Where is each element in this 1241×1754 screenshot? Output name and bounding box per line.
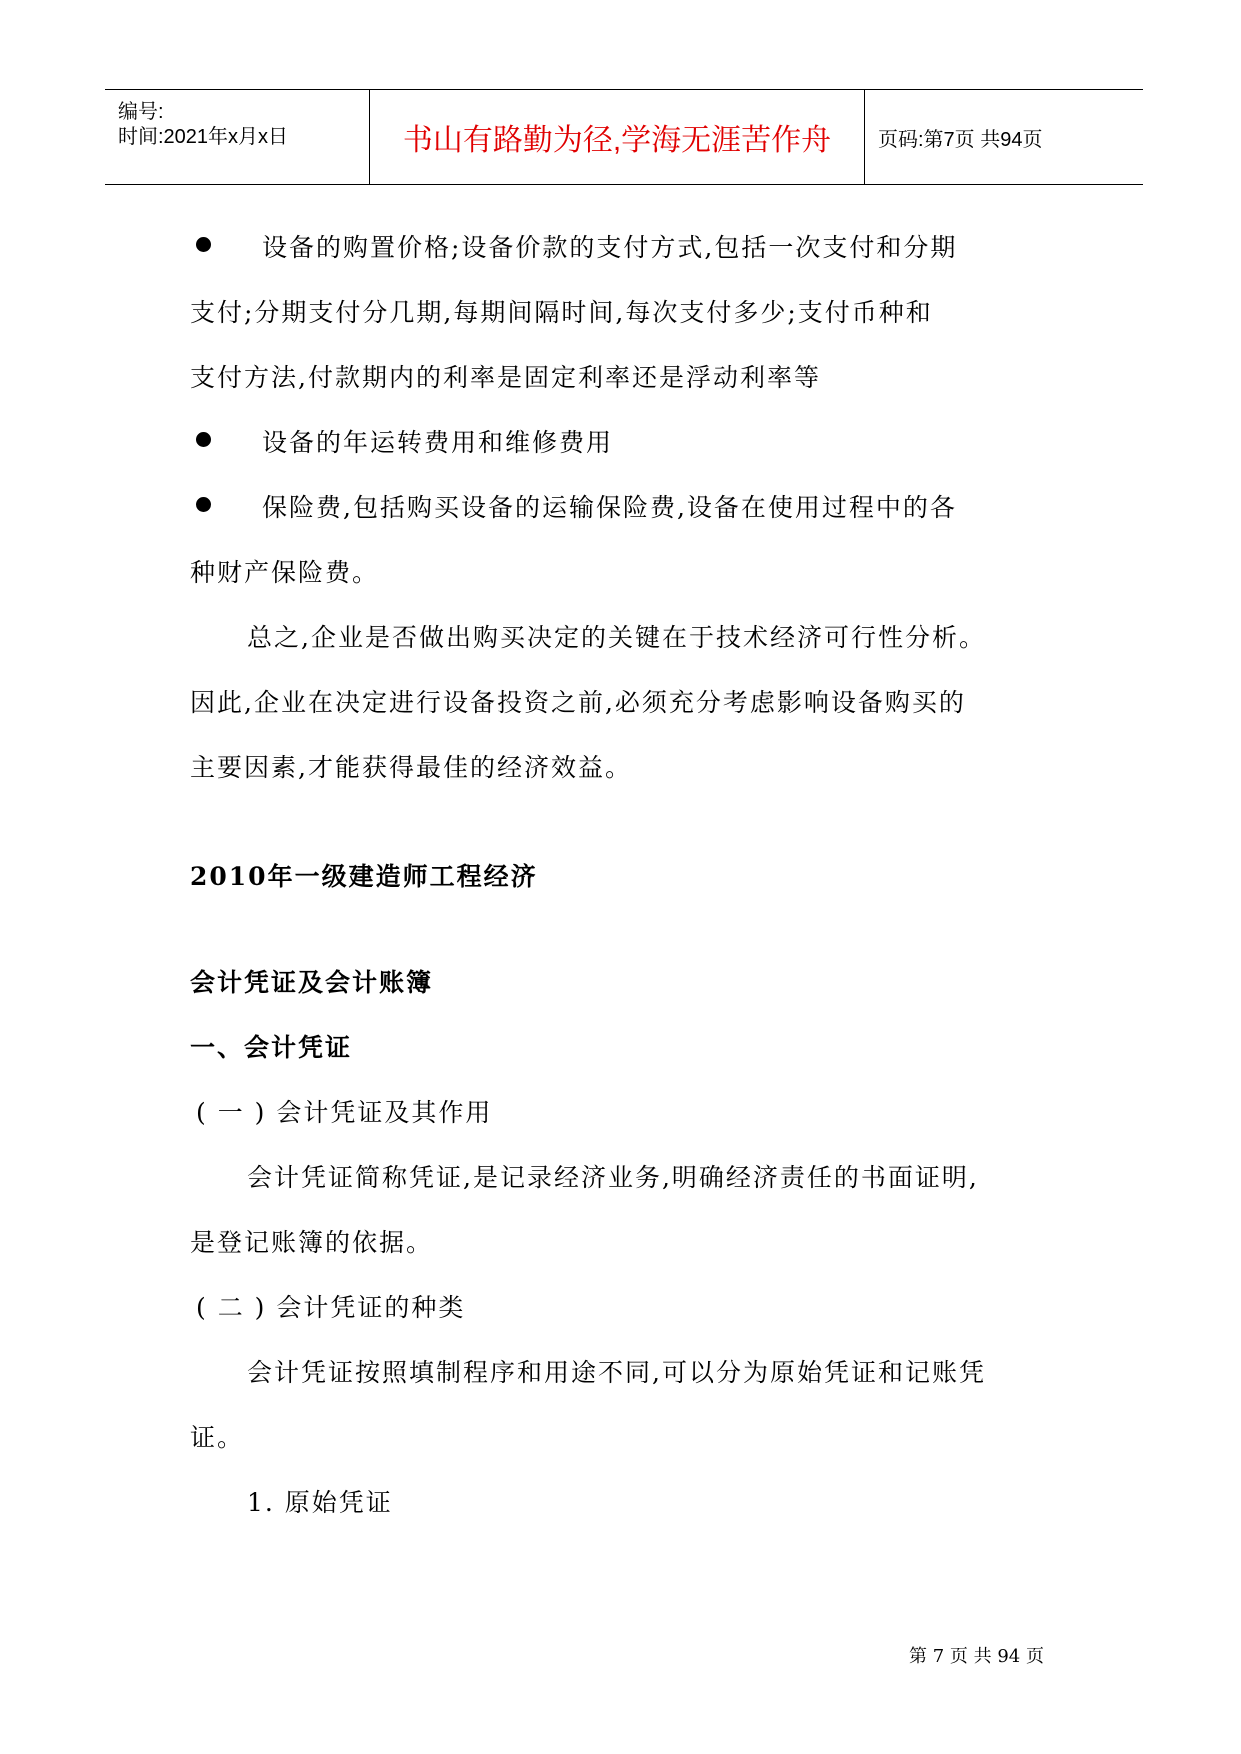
bullet1-line2: 支付;分期支付分几期,每期间隔时间,每次支付多少;支付币种和: [190, 298, 933, 327]
footer-page-number: 第 7 页 共 94 页: [909, 1646, 1044, 1667]
header-page-label: 页码:第7页 共94页: [878, 128, 1043, 151]
bullet3-line1: 保险费,包括购买设备的运输保险费,设备在使用过程中的各: [262, 493, 957, 522]
header-table: [105, 89, 1143, 185]
bullet1-line1: 设备的购置价格;设备价款的支付方式,包括一次支付和分期: [262, 233, 958, 262]
para1-line2: 是登记账簿的依据。: [190, 1228, 434, 1257]
bullet-icon: [196, 497, 211, 512]
para2-line2: 证。: [190, 1423, 245, 1452]
summary-line1: 总之,企业是否做出购买决定的关键在于技术经济可行性分析。: [247, 623, 986, 652]
header-meta-cell: [105, 90, 370, 184]
header-time-label: 时间:2021年x月x日: [118, 126, 289, 148]
header-motto: 书山有路勤为径,学海无涯苦作舟: [370, 90, 865, 184]
bullet-icon: [196, 432, 211, 447]
heading-exam-title: 2010年一级建造师工程经济: [190, 862, 538, 891]
bullet2-text: 设备的年运转费用和维修费用: [262, 428, 614, 457]
subheading-vouchers-function: ( 一 ) 会计凭证及其作用: [196, 1098, 493, 1127]
para2-line1: 会计凭证按照填制程序和用途不同,可以分为原始凭证和记账凭: [247, 1358, 986, 1387]
subheading-voucher-types: ( 二 ) 会计凭证的种类: [196, 1293, 466, 1322]
header-number-label: 编号:: [118, 101, 164, 123]
para1-line1: 会计凭证简称凭证,是记录经济业务,明确经济责任的书面证明,: [247, 1163, 979, 1192]
bullet1-line3: 支付方法,付款期内的利率是固定利率还是浮动利率等: [190, 363, 821, 392]
bullet3-line2: 种财产保险费。: [190, 558, 380, 587]
bullet-icon: [196, 237, 211, 252]
heading-section-title: 会计凭证及会计账簿: [190, 968, 434, 997]
summary-line2: 因此,企业在决定进行设备投资之前,必须充分考虑影响设备购买的: [190, 688, 966, 717]
summary-line3: 主要因素,才能获得最佳的经济效益。: [190, 753, 632, 782]
heading-accounting-vouchers: 一、会计凭证: [190, 1033, 353, 1062]
list-item-original-voucher: 1. 原始凭证: [247, 1488, 393, 1517]
